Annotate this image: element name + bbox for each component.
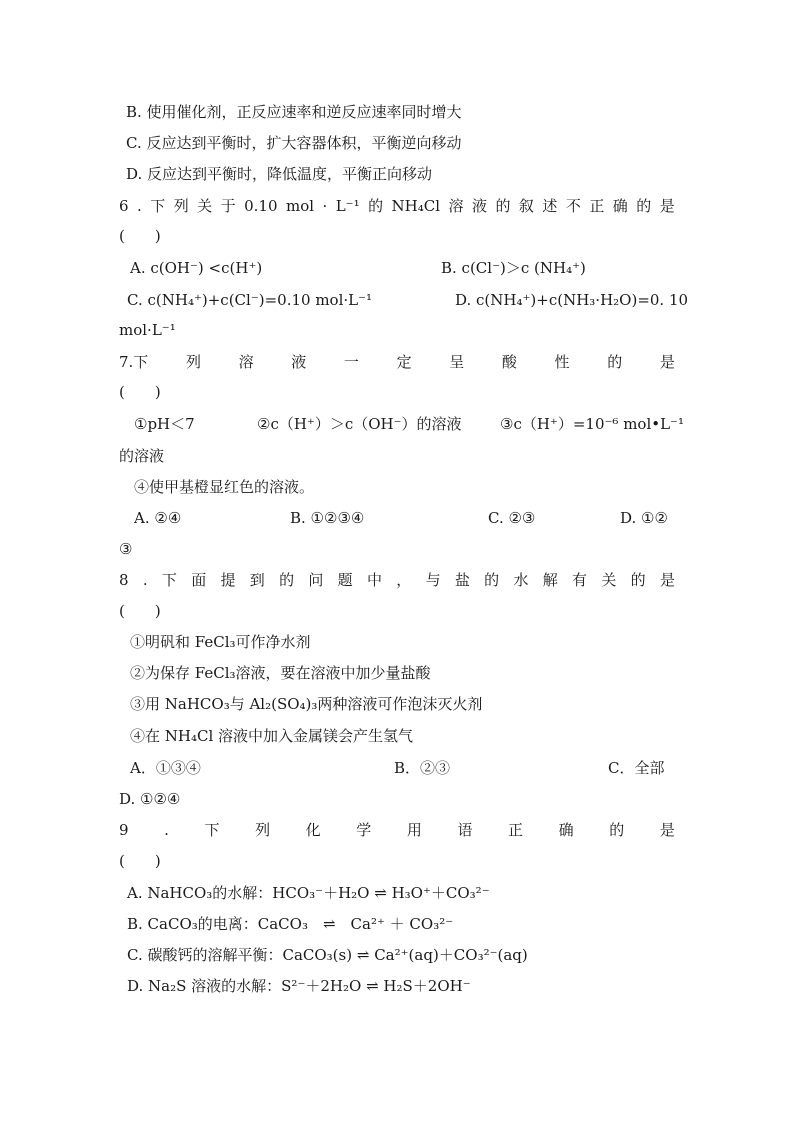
q7-stem-token: 酸 xyxy=(501,353,517,371)
q9-stem xyxy=(119,820,675,840)
q9-stem-token: 学 xyxy=(356,821,372,839)
q6-stem-token: mol xyxy=(285,197,315,215)
q8-statement-1: ①明矾和 FeCl₃可作净水剂 xyxy=(130,633,311,651)
q6-option-b: B. c(Cl⁻)＞c (NH₄⁺) xyxy=(441,259,586,277)
q7-statement-4: ④使甲基橙显红色的溶液。 xyxy=(134,478,315,496)
q6-paren: ( ) xyxy=(119,227,161,245)
q7-statement-3: ③c（H⁺）=10⁻⁶ mol•L⁻¹ xyxy=(500,415,684,433)
q7-option-a: A. ②④ xyxy=(134,509,182,527)
q6-option-c: C. c(NH₄⁺)+c(Cl⁻)=0.10 mol·L⁻¹ xyxy=(127,291,373,309)
q8-option-b: B．②③ xyxy=(394,759,451,777)
q7-stem-token: 列 xyxy=(185,353,201,371)
q9-option-c: C. 碳酸钙的溶解平衡：CaCO₃(s) ⇌ Ca²⁺(aq)＋CO₃²⁻(aq) xyxy=(127,946,528,964)
q6-stem-token: 的 xyxy=(368,197,384,215)
q6-stem-token: 正 xyxy=(589,197,605,215)
q7-option-d-continued: ③ xyxy=(119,540,133,558)
q9-stem-token: 用 xyxy=(406,821,422,839)
q7-statement-2: ②c（H⁺）＞c（OH⁻）的溶液 xyxy=(257,415,462,433)
q6-stem-token: 确 xyxy=(612,197,628,215)
q6-option-d-continued: mol·L⁻¹ xyxy=(119,321,176,339)
q6-stem-token: 关 xyxy=(197,197,213,215)
q6-stem-token: 液 xyxy=(471,197,487,215)
q6-stem-token: 的 xyxy=(495,197,511,215)
q8-option-d: D. ①②④ xyxy=(119,790,181,808)
q9-stem-token: 确 xyxy=(558,821,574,839)
q9-stem-token: . xyxy=(164,821,169,839)
q8-stem xyxy=(119,570,675,590)
q6-stem-token: 叙 xyxy=(518,197,534,215)
q9-stem-token: 是 xyxy=(659,821,675,839)
q9-option-b: B. CaCO₃的电离：CaCO₃ ⇌ Ca²⁺ ＋ CO₃²⁻ xyxy=(127,915,454,933)
q9-stem-token: 语 xyxy=(457,821,473,839)
q6-stem-token: · xyxy=(322,197,328,215)
q8-stem-token: 有 xyxy=(572,571,588,589)
q8-statement-2: ②为保存 FeCl₃溶液，要在溶液中加少量盐酸 xyxy=(130,664,431,682)
q6-stem-token: 的 xyxy=(636,197,652,215)
q7-option-c: C. ②③ xyxy=(488,509,536,527)
q7-stem-token: 一 xyxy=(343,353,359,371)
q6-stem-token: 溶 xyxy=(448,197,464,215)
q9-stem-token: 9 xyxy=(119,821,129,839)
q8-option-c: C．全部 xyxy=(608,759,665,777)
q9-option-a: A. NaHCO₃的水解：HCO₃⁻＋H₂O ⇌ H₃O⁺＋CO₃²⁻ xyxy=(127,884,490,902)
q8-stem-token: 面 xyxy=(191,571,207,589)
q6-stem-token: 下 xyxy=(150,197,166,215)
q5-option-d: D. 反应达到平衡时，降低温度，平衡正向移动 xyxy=(126,165,433,183)
q9-stem-token: 正 xyxy=(508,821,524,839)
q7-stem xyxy=(119,352,675,372)
q9-stem-token: 列 xyxy=(255,821,271,839)
q6-stem-token: L⁻¹ xyxy=(335,197,360,215)
q8-stem-token: 的 xyxy=(484,571,500,589)
q6-stem-token: 6 xyxy=(119,197,129,215)
q7-statement-1: ①pH＜7 xyxy=(134,415,195,433)
q6-option-a: A. c(OH⁻) <c(H⁺) xyxy=(130,259,263,277)
q6-stem-token: 0.10 xyxy=(244,197,278,215)
q8-stem-token: 与 xyxy=(425,571,441,589)
q8-paren: ( ) xyxy=(119,602,161,620)
q8-stem-token: 的 xyxy=(630,571,646,589)
q6-stem-token: . xyxy=(137,197,142,215)
q7-stem-token: 呈 xyxy=(449,353,465,371)
q8-stem-token: 到 xyxy=(249,571,265,589)
q6-stem-token: 于 xyxy=(220,197,236,215)
q7-stem-token: 定 xyxy=(396,353,412,371)
q8-stem-token: 中 xyxy=(366,571,382,589)
q6-stem-token: NH₄Cl xyxy=(391,197,441,215)
q6-stem-token: 列 xyxy=(173,197,189,215)
q7-option-d: D. ①② xyxy=(620,509,668,527)
q8-stem-token: 提 xyxy=(220,571,236,589)
q8-stem-token: ， xyxy=(396,571,412,589)
q8-stem-token: 问 xyxy=(308,571,324,589)
q6-stem xyxy=(119,196,675,216)
q7-stem-token: 7.下 xyxy=(119,353,149,371)
q5-option-c: C. 反应达到平衡时，扩大容器体积，平衡逆向移动 xyxy=(126,134,462,152)
q8-stem-token: 下 xyxy=(161,571,177,589)
q7-statement-3-continued: 的溶液 xyxy=(119,447,165,465)
q8-statement-3: ③用 NaHCO₃与 Al₂(SO₄)₃两种溶液可作泡沫灭火剂 xyxy=(130,695,483,713)
q7-stem-token: 的 xyxy=(607,353,623,371)
q7-option-b: B. ①②③④ xyxy=(290,509,365,527)
q9-option-d: D. Na₂S 溶液的水解：S²⁻＋2H₂O ⇌ H₂S＋2OH⁻ xyxy=(127,977,471,995)
q7-stem-token: 溶 xyxy=(238,353,254,371)
q8-option-a: A．①③④ xyxy=(130,759,201,777)
q9-paren: ( ) xyxy=(119,852,161,870)
q8-stem-token: 题 xyxy=(337,571,353,589)
q6-option-d: D. c(NH₄⁺)+c(NH₃·H₂O)=0. 10 xyxy=(455,291,689,309)
q8-stem-token: 关 xyxy=(601,571,617,589)
q8-stem-token: 解 xyxy=(542,571,558,589)
q7-stem-token: 是 xyxy=(659,353,675,371)
q7-stem-token: 液 xyxy=(291,353,307,371)
q8-stem-token: 盐 xyxy=(454,571,470,589)
q6-stem-token: 不 xyxy=(565,197,581,215)
q8-stem-token: . xyxy=(142,571,148,589)
q6-stem-token: 是 xyxy=(659,197,675,215)
q7-stem-token: 性 xyxy=(554,353,570,371)
q5-option-b: B. 使用催化剂，正反应速率和逆反应速率同时增大 xyxy=(126,103,462,121)
q9-stem-token: 的 xyxy=(609,821,625,839)
q8-stem-token: 的 xyxy=(279,571,295,589)
q8-stem-token: 是 xyxy=(659,571,675,589)
q9-stem-token: 下 xyxy=(204,821,220,839)
q8-stem-token: 8 xyxy=(119,571,129,589)
q8-statement-4: ④在 NH₄Cl 溶液中加入金属镁会产生氢气 xyxy=(130,727,414,745)
q8-stem-token: 水 xyxy=(513,571,529,589)
q6-stem-token: 述 xyxy=(542,197,558,215)
q7-paren: ( ) xyxy=(119,383,161,401)
q9-stem-token: 化 xyxy=(305,821,321,839)
